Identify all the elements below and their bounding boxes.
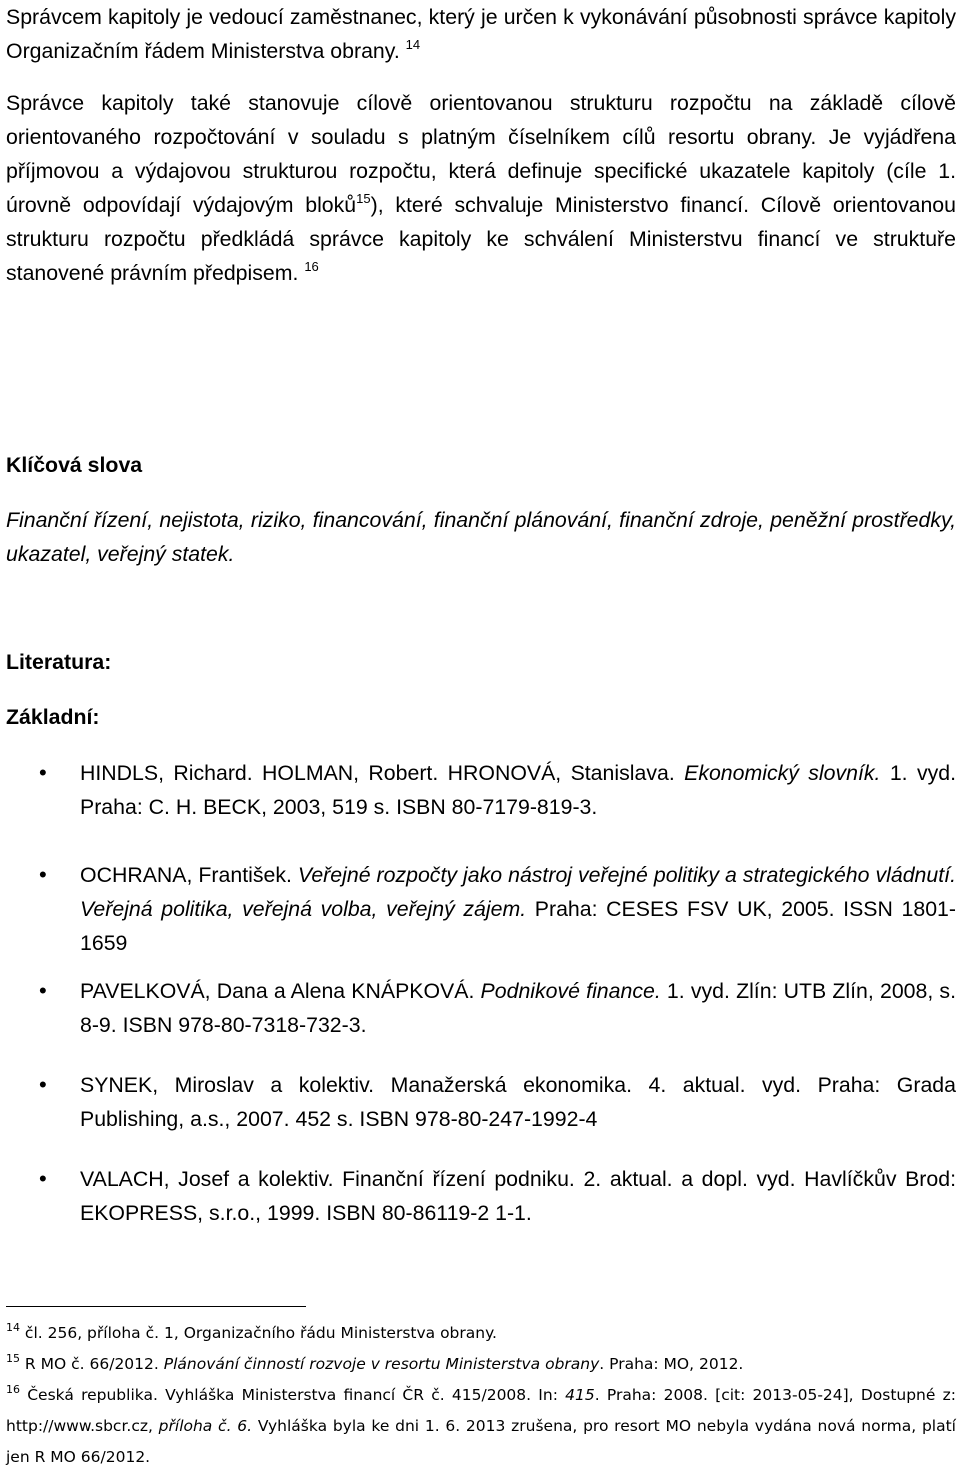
- footnote-number: 14: [6, 1321, 20, 1334]
- bullet-icon: •: [39, 1072, 47, 1097]
- footnote-number: 16: [6, 1383, 20, 1396]
- ref-text: 1. vyd. Praha: C. H. BECK, 2003, 519 s. ISBN 80-7179-819-3.: [80, 761, 956, 819]
- footnote-title: Plánování činností rozvoje v resortu Ministerstva obrany: [163, 1355, 600, 1373]
- ref-text: VALACH, Josef a kolektiv. Finanční řízení podniku. 2. aktual. a dopl. vyd. Havlíčkův Brod: EKOPRESS, s.r.o., 1999. ISBN 80-86119-2 1-1.: [80, 1167, 956, 1225]
- list-item: [6, 858, 956, 960]
- footnote-separator: [6, 1306, 306, 1307]
- keywords-heading: Klíčová slova: [6, 453, 143, 477]
- footnote-ref-14[interactable]: 14: [405, 37, 421, 52]
- reference-list: [6, 756, 956, 1230]
- bullet-icon: •: [39, 978, 47, 1003]
- ref-text: SYNEK, Miroslav a kolektiv. Manažerská ekonomika. 4. aktual. vyd. Praha: Grada Publishing, a.s., 2007. 452 s. ISBN 978-80-247-1992-4: [80, 1073, 956, 1131]
- list-item: [6, 1162, 956, 1230]
- paragraph-budget-structure: [6, 86, 956, 290]
- footnote-ref-16[interactable]: 16: [304, 259, 319, 274]
- ref-text: OCHRANA, František.: [80, 863, 298, 887]
- footnote-text: . Praha: 2008. [cit: 2013-05-24], Dostupné z: http://www.sbcr.cz,: [6, 1386, 956, 1435]
- paragraph-text: Správcem kapitoly je vedoucí zaměstnanec, který je určen k vykonávání působnosti správce kapitoly Organizačním řádem Ministerstva obrany.: [6, 5, 956, 63]
- list-item: [6, 974, 956, 1042]
- footnote-text: čl. 256, příloha č. 1, Organizačního řádu Ministerstva obrany.: [20, 1324, 497, 1342]
- bullet-icon: •: [39, 862, 47, 887]
- footnote-14: [6, 1318, 956, 1349]
- ref-text: HINDLS, Richard. HOLMAN, Robert. HRONOVÁ, Stanislava.: [80, 761, 685, 785]
- footnote-text: Vyhláška byla ke dni 1. 6. 2013 zrušena, pro resort MO nebyla vydána nová norma, platí jen R MO 66/2012.: [6, 1417, 956, 1466]
- bullet-icon: •: [39, 1166, 47, 1191]
- footnote-title: příloha č. 6.: [158, 1417, 253, 1435]
- literature-heading: Literatura:: [6, 650, 112, 674]
- basic-literature-heading: Základní:: [6, 705, 100, 729]
- footnote-15: [6, 1349, 956, 1380]
- ref-title: Podnikové finance.: [480, 979, 661, 1003]
- footnote-16: [6, 1380, 956, 1473]
- footnote-text: R MO č. 66/2012.: [20, 1355, 164, 1373]
- list-item: [6, 1068, 956, 1136]
- paragraph-chapter-administrator: [6, 0, 956, 68]
- ref-title: Veřejné rozpočty jako nástroj veřejné politiky a strategického vládnutí. Veřejná politika, veřejná volba, veřejný zájem.: [80, 863, 956, 921]
- list-item: [6, 756, 956, 824]
- keywords-text: Finanční řízení, nejistota, riziko, financování, finanční plánování, finanční zdroje, peněžní prostředky, ukazatel, veřejný statek.: [6, 508, 956, 566]
- bullet-icon: •: [39, 760, 47, 785]
- footnotes: [6, 1318, 956, 1473]
- footnote-text: Česká republika. Vyhláška Ministerstva financí ČR č. 415/2008. In:: [20, 1386, 566, 1404]
- footnote-number: 15: [6, 1352, 20, 1365]
- paragraph-text: Správce kapitoly také stanovuje cílově orientovanou strukturu rozpočtu na základě cílově orientovaného rozpočtování v souladu s platným číselníkem cílů resortu obrany. Je vyjádřena příjmovou a výdajovou strukturou rozpočtu, která definuje specifické ukazatele kapitoly (cíle 1. úrovně odpovídají výdajovým bloků: [6, 91, 956, 217]
- footnote-ref-15[interactable]: 15: [356, 191, 371, 206]
- ref-text: 1. vyd. Zlín: UTB Zlín, 2008, s. 8-9. ISBN 978-80-7318-732-3.: [80, 979, 957, 1037]
- ref-text: Praha: CESES FSV UK, 2005. ISSN 1801-1659: [80, 897, 956, 955]
- paragraph-text: ), které schvaluje Ministerstvo financí. Cílově orientovanou strukturu rozpočtu předkládá správce kapitoly ke schválení Ministerstvu financí ve struktuře stanovené právním předpisem.: [6, 193, 956, 285]
- ref-text: PAVELKOVÁ, Dana a Alena KNÁPKOVÁ.: [80, 979, 481, 1003]
- ref-title: Ekonomický slovník.: [684, 761, 881, 785]
- footnote-title: 415: [565, 1386, 595, 1404]
- footnote-text: . Praha: MO, 2012.: [599, 1355, 744, 1373]
